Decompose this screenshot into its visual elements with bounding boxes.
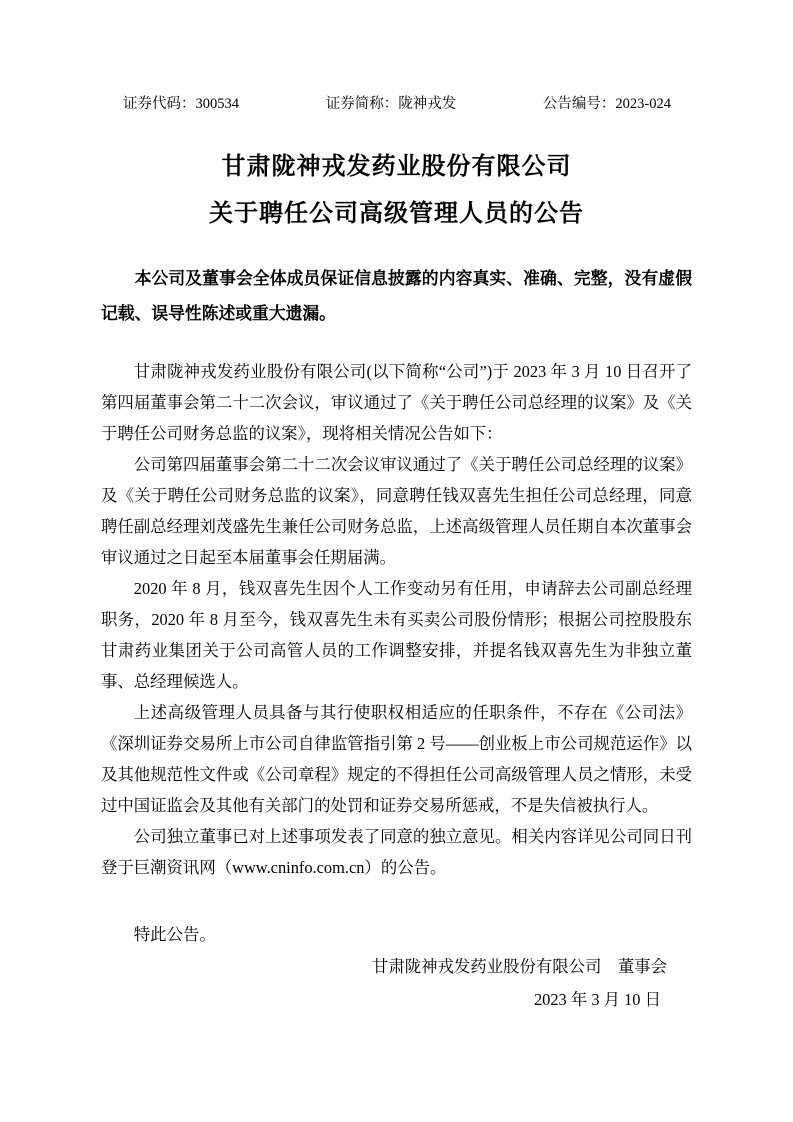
- signature-date: 2023 年 3 月 10 日: [533, 990, 661, 1009]
- body-paragraph-meeting: 甘肃陇神戎发药业股份有限公司(以下简称“公司”)于 2023 年 3 月 10 日召开了第四届董事会第二十二次会议，审议通过了《关于聘任公司总经理的议案》及《关于聘任公司财务总监的议案》，现将相关情况公告如下：: [101, 362, 692, 443]
- document-body: [101, 356, 692, 883]
- body-paragraph-independent-opinion: 公司独立董事已对上述事项发表了同意的独立意见。相关内容详见公司同日刊登于巨潮资讯网（www.cninfo.com.cn）的公告。: [101, 827, 692, 877]
- body-paragraph-appointments: 公司第四届董事会第二十二次会议审议通过了《关于聘任公司总经理的议案》及《关于聘任公司财务总监的议案》，同意聘任钱双喜先生担任公司总经理，同意聘任副总经理刘茂盛先生兼任公司财务总监，上述高级管理人员任期自本次董事会审议通过之日起至本届董事会任期届满。: [101, 455, 692, 567]
- document-title-subject: 关于聘任公司高级管理人员的公告: [209, 201, 584, 227]
- disclaimer-statement: 本公司及董事会全体成员保证信息披露的内容真实、准确、完整，没有虚假记载、误导性陈述或重大遗漏。: [101, 269, 692, 323]
- stock-code: 证券代码：300534: [123, 96, 239, 112]
- signature-board: 甘肃陇神戎发药业股份有限公司 董事会: [371, 957, 667, 976]
- document-title-company: 甘肃陇神戎发药业股份有限公司: [221, 154, 572, 180]
- stock-abbr: 证券简称：陇神戎发: [325, 96, 457, 112]
- announcement-number: 公告编号：2023-024: [542, 96, 671, 112]
- body-paragraph-qualifications: 上述高级管理人员具备与其行使职权相适应的任职条件，不存在《公司法》《深圳证券交易所上市公司自律监管指引第 2 号——创业板上市公司规范运作》以及其他规范性文件或《公司章程》规定的不得担任公司高级管理人员之情形，未受过中国证监会及其他有关部门的处罚和证券交易所惩戒，不是失信被执行人。: [101, 703, 692, 815]
- document-header: [123, 92, 671, 113]
- body-paragraph-background: 2020 年 8 月，钱双喜先生因个人工作变动另有任用，申请辞去公司副总经理职务，2020 年 8 月至今，钱双喜先生未有买卖公司股份情形；根据公司控股股东甘肃药业集团关于公司高管人员的工作调整安排，并提名钱双喜先生为非独立董事、总经理候选人。: [101, 579, 692, 691]
- closing-statement: 特此公告。: [133, 925, 216, 944]
